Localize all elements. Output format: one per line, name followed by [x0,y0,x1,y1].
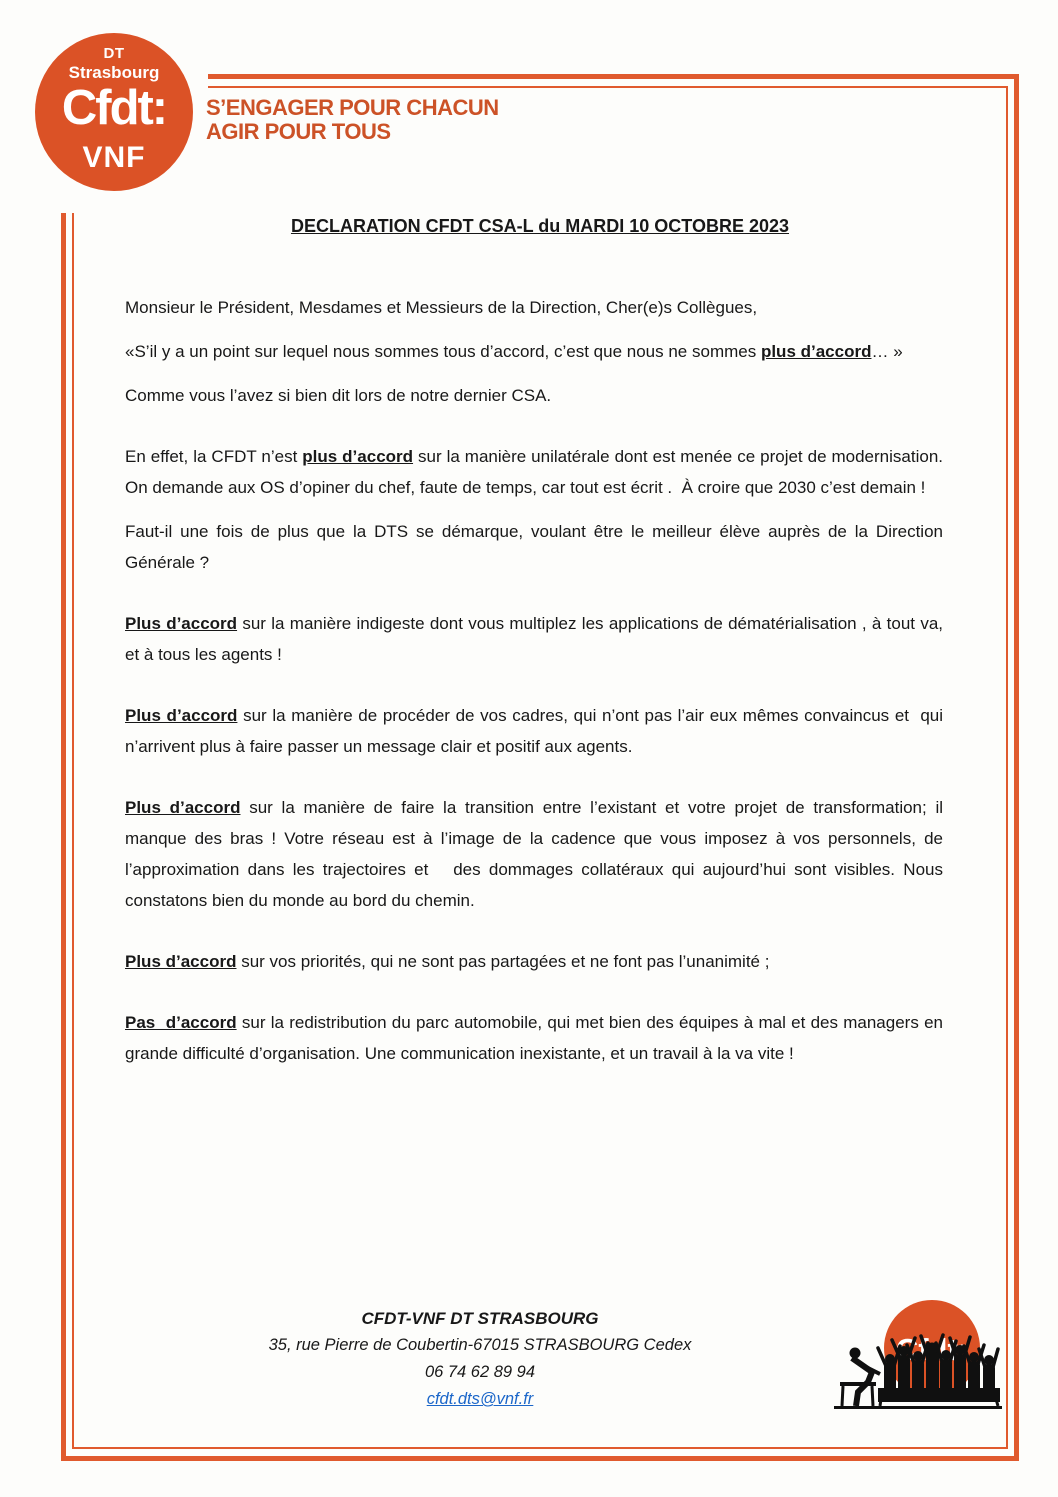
paragraph [125,1007,948,1069]
emphasis-run: Pas d’accord [125,1013,237,1032]
document-body [125,292,953,1082]
emphasis-run: plus d’accord [760,342,872,361]
footer [125,1305,835,1413]
paragraph [125,380,943,411]
footer-address: 35, rue Pierre de Coubertin-67015 STRASBOURG Cedex [268,1336,692,1354]
text-run: «S’il y a un point sur lequel nous sommes tous d’accord, c’est que nous ne sommes [125,342,761,361]
text-run: sur la manière indigeste dont vous multiplez les applications de dématérialisation , à tout va, et à tous les agents ! [125,614,953,664]
text-run: En effet, la CFDT n’est [125,447,303,466]
paragraph [125,516,948,578]
paragraph [125,792,948,916]
paragraph [125,700,948,762]
paragraph [125,946,943,977]
footer-org-name: CFDT-VNF DT STRASBOURG [361,1309,599,1328]
crowd-svg [828,1296,1010,1422]
footer-email-link[interactable]: cfdt.dts@vnf.fr [426,1390,534,1408]
emphasis-run: Plus d’accord [125,614,238,633]
text-run: sur la manière de procéder de vos cadres, qui n’ont pas l’air eux mêmes convaincus et qui n’arrivent plus à faire passer un message clair et positif aux agents. [125,706,948,756]
logo-dt-label: DT [103,45,125,62]
logo-region-label: Strasbourg [68,63,160,82]
text-run: Faut-il une fois de plus que la DTS se démarque, voulant être le meilleur élève auprès de la Direction Générale ? [125,522,948,572]
paragraph [125,441,948,503]
emphasis-run: Plus d’accord [125,952,237,971]
footer-phone: 06 74 62 89 94 [424,1363,536,1381]
slogan-line1: S’ENGAGER POUR CHACUN [206,95,499,120]
paragraph [125,608,953,670]
cfdt-logo-circle [35,33,193,191]
emphasis-run: Plus d’accord [125,798,241,817]
paragraph [125,292,943,323]
text-run: Comme vous l’avez si bien dit lors de notre dernier CSA. [125,386,552,405]
slogan-line2: AGIR POUR TOUS [206,119,391,144]
cfdt-crowd-illustration [828,1296,1010,1422]
text-run: sur vos priorités, qui ne sont pas partagées et ne font pas l’unanimité ; [236,952,770,971]
cfdt-header-logo [18,8,208,213]
text-run: sur la redistribution du parc automobile, qui met bien des équipes à mal et des managers en grande difficulté d’organisation. Une communication inexistante, et un travail à la va vite ! [125,1013,948,1063]
text-run: Monsieur le Président, Mesdames et Messieurs de la Direction, Cher(e)s Collègues, [125,298,758,317]
logo-org-label: VNF [82,141,146,174]
emphasis-run: Plus d’accord [125,706,238,725]
text-run: sur la manière unilatérale dont est menée ce projet de modernisation. On demande aux OS d’opiner du chef, faute de temps, car tout est écrit . À croire que 2030 c’est demain ! [125,447,948,497]
slogan [206,96,499,144]
paragraph [125,336,943,367]
logo-brand-label: Cfdt: [61,81,167,135]
emphasis-run: plus d’accord [302,447,414,466]
text-run: … » [871,342,903,361]
text-run: sur la manière de faire la transition entre l’existant et votre projet de transformation; il manque des bras ! Votre réseau est à l’image de la cadence que vous imposez à vos personnels, de l’approximation dans les trajectoires et des dommages collatéraux qui aujourd’hui sont visibles. Nous constatons bien du monde au bord du chemin. [125,798,948,910]
document-title: DECLARATION CFDT CSA-L du MARDI 10 OCTOBRE 2023 [290,216,790,236]
